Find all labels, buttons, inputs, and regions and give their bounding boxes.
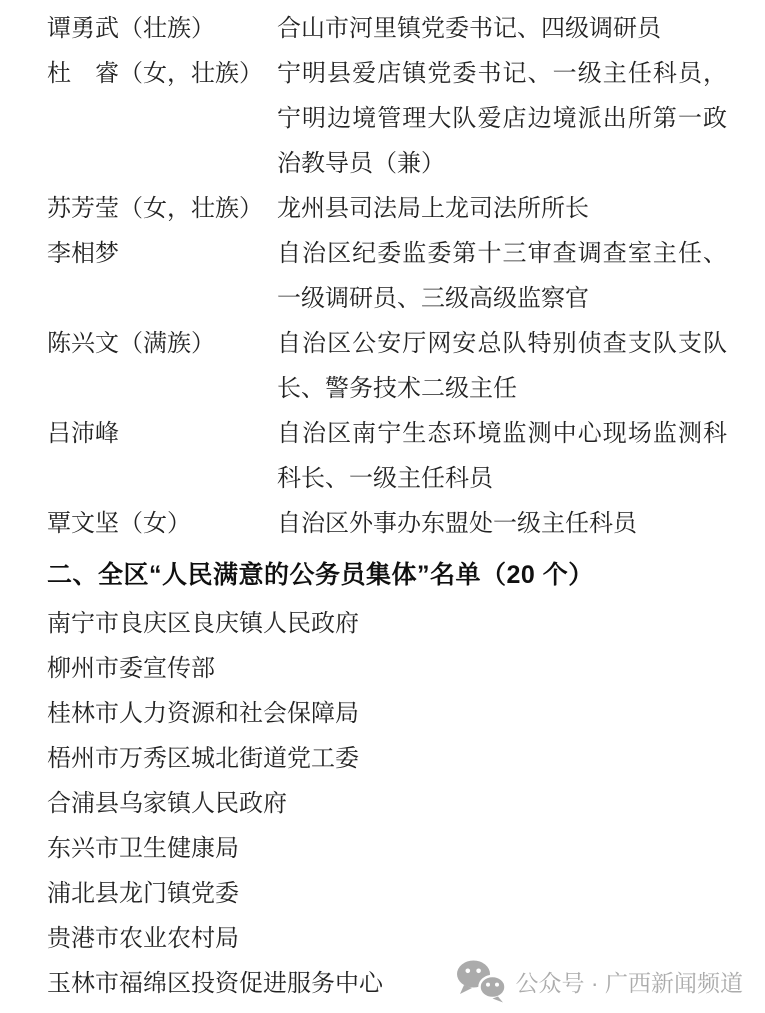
awardee-position: 自治区纪委监委第十三审查调查室主任、一级调研员、三级高级监察官 bbox=[277, 241, 727, 312]
collective-list-item: 桂林市人力资源和社会保障局 bbox=[47, 701, 359, 727]
document-content bbox=[47, 7, 739, 1007]
awardee-name: 陈兴文（满族） bbox=[47, 331, 215, 357]
awardee-position: 龙州县司法局上龙司法所所长 bbox=[277, 196, 589, 222]
collective-list-item: 柳州市委宣传部 bbox=[47, 656, 215, 682]
awardee-name: 谭勇武（壮族） bbox=[47, 16, 215, 42]
award-entry bbox=[47, 52, 739, 187]
award-entry bbox=[47, 502, 739, 547]
collective-list-item: 贵港市农业农村局 bbox=[47, 926, 239, 952]
awardee-name: 杜 睿（女，壮族） bbox=[47, 61, 263, 87]
awardee-position: 宁明县爱店镇党委书记、一级主任科员，宁明边境管理大队爱店边境派出所第一政治教导员（兼） bbox=[277, 61, 727, 177]
award-entry bbox=[47, 232, 739, 322]
awardee-name: 苏芳莹（女，壮族） bbox=[47, 196, 263, 222]
collective-list-item: 梧州市万秀区城北街道党工委 bbox=[47, 746, 359, 772]
wechat-icon bbox=[455, 959, 507, 1003]
awardee-position: 自治区南宁生态环境监测中心现场监测科科长、一级主任科员 bbox=[277, 421, 727, 492]
section-heading: 二、全区“人民满意的公务员集体”名单（20 个） bbox=[47, 561, 594, 589]
watermark-label: 公众号 · 广西新闻频道 bbox=[515, 969, 743, 996]
award-entry bbox=[47, 187, 739, 232]
award-entry bbox=[47, 7, 739, 52]
awardee-position: 自治区公安厅网安总队特别侦查支队支队长、警务技术二级主任 bbox=[277, 331, 727, 402]
collective-list-item: 玉林市福绵区投资促进服务中心 bbox=[47, 971, 383, 997]
collective-list-item: 浦北县龙门镇党委 bbox=[47, 881, 239, 907]
collective-list-item: 合浦县乌家镇人民政府 bbox=[47, 791, 287, 817]
awardee-name: 吕沛峰 bbox=[47, 421, 119, 447]
award-entry bbox=[47, 412, 739, 502]
awardee-position: 合山市河里镇党委书记、四级调研员 bbox=[277, 16, 661, 42]
collective-list-item: 南宁市良庆区良庆镇人民政府 bbox=[47, 611, 359, 637]
watermark bbox=[455, 959, 743, 1003]
collective-list-item: 东兴市卫生健康局 bbox=[47, 836, 239, 862]
awardee-name: 李相梦 bbox=[47, 241, 119, 267]
awardee-position: 自治区外事办东盟处一级主任科员 bbox=[277, 511, 637, 537]
award-entry bbox=[47, 322, 739, 412]
awardee-name: 覃文坚（女） bbox=[47, 511, 191, 537]
